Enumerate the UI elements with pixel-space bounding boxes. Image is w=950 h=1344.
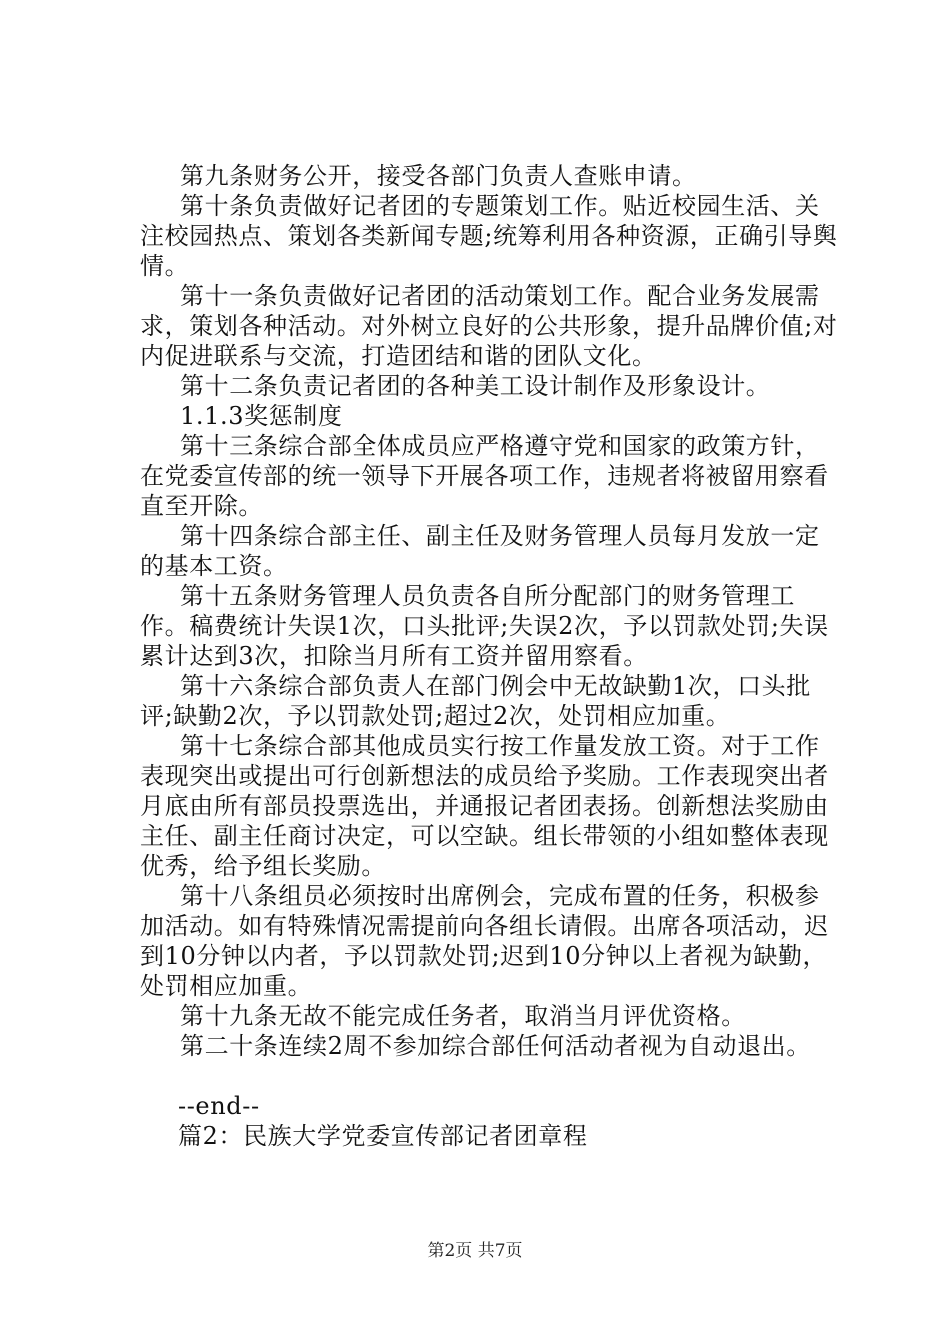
paragraph-article-15: 第十五条财务管理人员负责各自所分配部门的财务管理工作。稿费统计失误1次，口头批评;失误2次，予以罚款处罚;失误累计达到3次，扣除当月所有工资并留用察看。 [140,582,829,670]
paragraph-article-14: 第十四条综合部主任、副主任及财务管理人员每月发放一定的基本工资。 [140,522,820,580]
next-section-title: 篇2：民族大学党委宣传部记者团章程 [178,1122,588,1150]
paragraph-article-19: 第十九条无故不能完成任务者，取消当月评优资格。 [180,1002,746,1030]
paragraph-article-17: 第十七条综合部其他成员实行按工作量发放工资。对于工作表现突出或提出可行创新想法的成员给予奖励。工作表现突出者月底由所有部员投票选出，并通报记者团表扬。创新想法奖励由主任、副主任商讨决定，可以空缺。组长带领的小组如整体表现优秀，给予组长奖励。 [140,732,829,880]
blank-line [140,1061,840,1091]
paragraph-article-16: 第十六条综合部负责人在部门例会中无故缺勤1次，口头批评;缺勤2次，予以罚款处罚;超过2次，处罚相应加重。 [140,672,811,730]
section-heading-reward-punishment: 1.1.3奖惩制度 [180,402,343,430]
paragraph-article-13: 第十三条综合部全体成员应严格遵守党和国家的政策方针，在党委宣传部的统一领导下开展各项工作，违规者将被留用察看直至开除。 [140,432,829,520]
paragraph-article-10: 第十条负责做好记者团的专题策划工作。贴近校园生活、关注校园热点、策划各类新闻专题;统筹利用各种资源，正确引导舆情。 [140,192,838,280]
paragraph-article-12: 第十二条负责记者团的各种美工设计制作及形象设计。 [180,372,771,400]
paragraph-article-11: 第十一条负责做好记者团的活动策划工作。配合业务发展需求，策划各种活动。对外树立良好的公共形象，提升品牌价值;对内促进联系与交流，打造团结和谐的团队文化。 [140,282,838,370]
paragraph-article-20: 第二十条连续2周不参加综合部任何活动者视为自动退出。 [180,1032,811,1060]
paragraph-article-18: 第十八条组员必须按时出席例会，完成布置的任务，积极参加活动。如有特殊情况需提前向各组长请假。出席各项活动，迟到10分钟以内者，予以罚款处罚;迟到10分钟以上者视为缺勤，处罚相应加重。 [140,882,829,1000]
document-body [140,161,840,1151]
paragraph-article-9: 第九条财务公开，接受各部门负责人查账申请。 [180,162,697,190]
page-number-footer: 第2页 共7页 [427,1241,523,1261]
end-marker: --end-- [178,1092,260,1120]
